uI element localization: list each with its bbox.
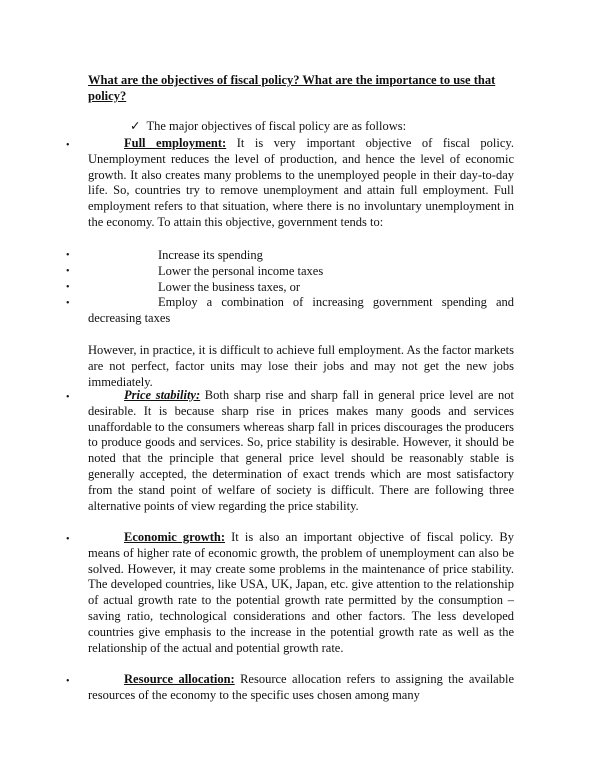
bullet-icon: • [66,298,70,309]
page-title: What are the objectives of fiscal policy? What are the importance to use that policy? [88,73,496,103]
full-employment-text: It is very important objective of fiscal policy. Unemployment reduces the level of production, and hence the level of economic growth. It also creates many problems to the unemployed people in their day-to-day life. So, countries try to remove unemployment and attain full employment. Full employment refers to that situation, where there is no involuntary unemployment in the economy. To attain this objective, government tends to: [88,136,514,229]
economic-growth-paragraph [88,530,514,656]
full-employment-heading: Full employment: [124,136,227,150]
full-employment-paragraph [88,136,514,231]
resource-allocation-heading: Resource allocation: [124,672,235,686]
price-stability-heading: Price stability: [124,388,201,402]
sub-item: Lower the business taxes, or [158,280,300,294]
bullet-icon: • [66,676,70,687]
economic-growth-heading: Economic growth: [124,530,226,544]
sub-item: Lower the personal income taxes [158,264,324,278]
intro-line [130,118,406,134]
checkmark-icon: ✓ [130,119,141,133]
economic-growth-text: It is also an important objective of fiscal policy. By means of higher rate of economic growth, the problem of unemployment can also be solved. However, it may create some problems in the maintenance of price stability. The developed countries, like USA, UK, Japan, etc. give attention to the relationship of actual growth rate to the potential growth rate permitted by the consumption – saving ratio, technological considerations and other factors. The less developed countries give emphasis to the increase in the potential growth rate as well as the relationship of the actual and potential growth rate. [88,530,515,655]
price-stability-text: Both sharp rise and sharp fall in general price level are not desirable. It is because sharp rise in prices makes many goods and services unaffordable to the consumers whereas sharp fall in prices discourages the producers to produce goods and services. So, price stability is desirable. However, it should be noted that the principle that general price level should be reasonably stable is generally accepted, the determination of exact trends which are most satisfactory from the stand point of welfare of society is difficult. There are following three alternative points of view regarding the price stability. [88,388,514,513]
sub-item-text: Employ a combination of increasing government spending and decreasing taxes [88,295,514,325]
resource-allocation-text: Resource allocation refers to assigning the available resources of the economy to the specific uses chosen among many [88,672,514,702]
sub-item-wide [88,295,514,327]
bullet-icon: • [66,250,70,261]
resource-allocation-paragraph [88,672,514,704]
price-stability-paragraph [88,388,514,514]
sub-item: Increase its spending [158,248,263,262]
bullet-icon: • [66,282,70,293]
intro-text: The major objectives of fiscal policy are as follows: [146,119,407,133]
bullet-icon: • [66,266,70,277]
bullet-icon: • [66,392,70,403]
bullet-icon: • [66,534,70,545]
however-paragraph: However, in practice, it is difficult to achieve full employment. As the factor markets are not perfect, factor units may lose their jobs and may not get the new jobs immediately. [88,343,514,389]
bullet-icon: • [66,140,70,151]
